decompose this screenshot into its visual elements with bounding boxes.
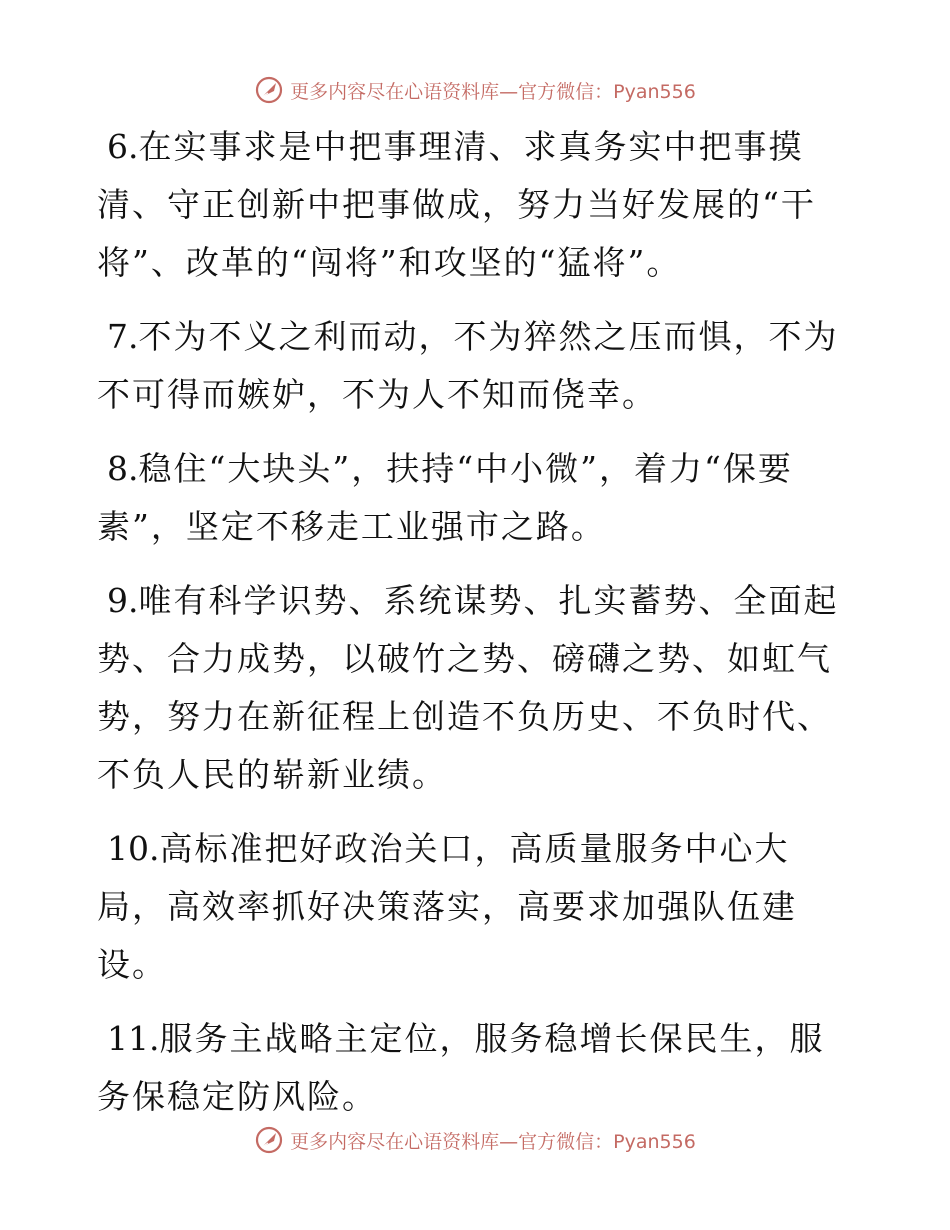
paragraph-7 xyxy=(97,308,857,424)
document-body xyxy=(97,118,857,1142)
paragraph-text: 高标准把好政治关口，高质量服务中心大局，高效率抓好决策落实，高要求加强队伍建设。 xyxy=(97,829,797,984)
paragraph-8 xyxy=(97,440,857,556)
header-banner-text: 更多内容尽在心语资料库—官方微信：Pyan556 xyxy=(290,80,696,103)
footer-watermark-banner xyxy=(0,1118,950,1162)
paragraph-text: 稳住“大块头”，扶持“中小微”，着力“保要素”，坚定不移走工业强市之路。 xyxy=(97,449,793,546)
paragraph-number: 8. xyxy=(107,449,139,488)
feather-pen-logo-icon xyxy=(254,1125,284,1155)
paragraph-11 xyxy=(97,1010,857,1126)
paragraph-number: 11. xyxy=(107,1019,160,1058)
paragraph-number: 9. xyxy=(107,581,139,620)
paragraph-9 xyxy=(97,572,857,804)
header-watermark-banner xyxy=(0,68,950,112)
paragraph-text: 在实事求是中把事理清、求真务实中把事摸清、守正创新中把事做成，努力当好发展的“干将”、改革的“闯将”和攻坚的“猛将”。 xyxy=(97,127,816,282)
paragraph-text: 服务主战略主定位，服务稳增长保民生，服务保稳定防风险。 xyxy=(97,1019,825,1116)
paragraph-6 xyxy=(97,118,857,292)
paragraph-10 xyxy=(97,820,857,994)
paragraph-text: 不为不义之利而动，不为猝然之压而惧，不为不可得而嫉妒，不为人不知而侥幸。 xyxy=(97,317,839,414)
paragraph-number: 6. xyxy=(107,127,139,166)
paragraph-number: 10. xyxy=(107,829,160,868)
footer-banner-text: 更多内容尽在心语资料库—官方微信：Pyan556 xyxy=(290,1130,696,1153)
paragraph-text: 唯有科学识势、系统谋势、扎实蓄势、全面起势、合力成势，以破竹之势、磅礴之势、如虹气势，努力在新征程上创造不负历史、不负时代、不负人民的崭新业绩。 xyxy=(97,581,839,794)
feather-pen-logo-icon xyxy=(254,75,284,105)
paragraph-number: 7. xyxy=(107,317,139,356)
